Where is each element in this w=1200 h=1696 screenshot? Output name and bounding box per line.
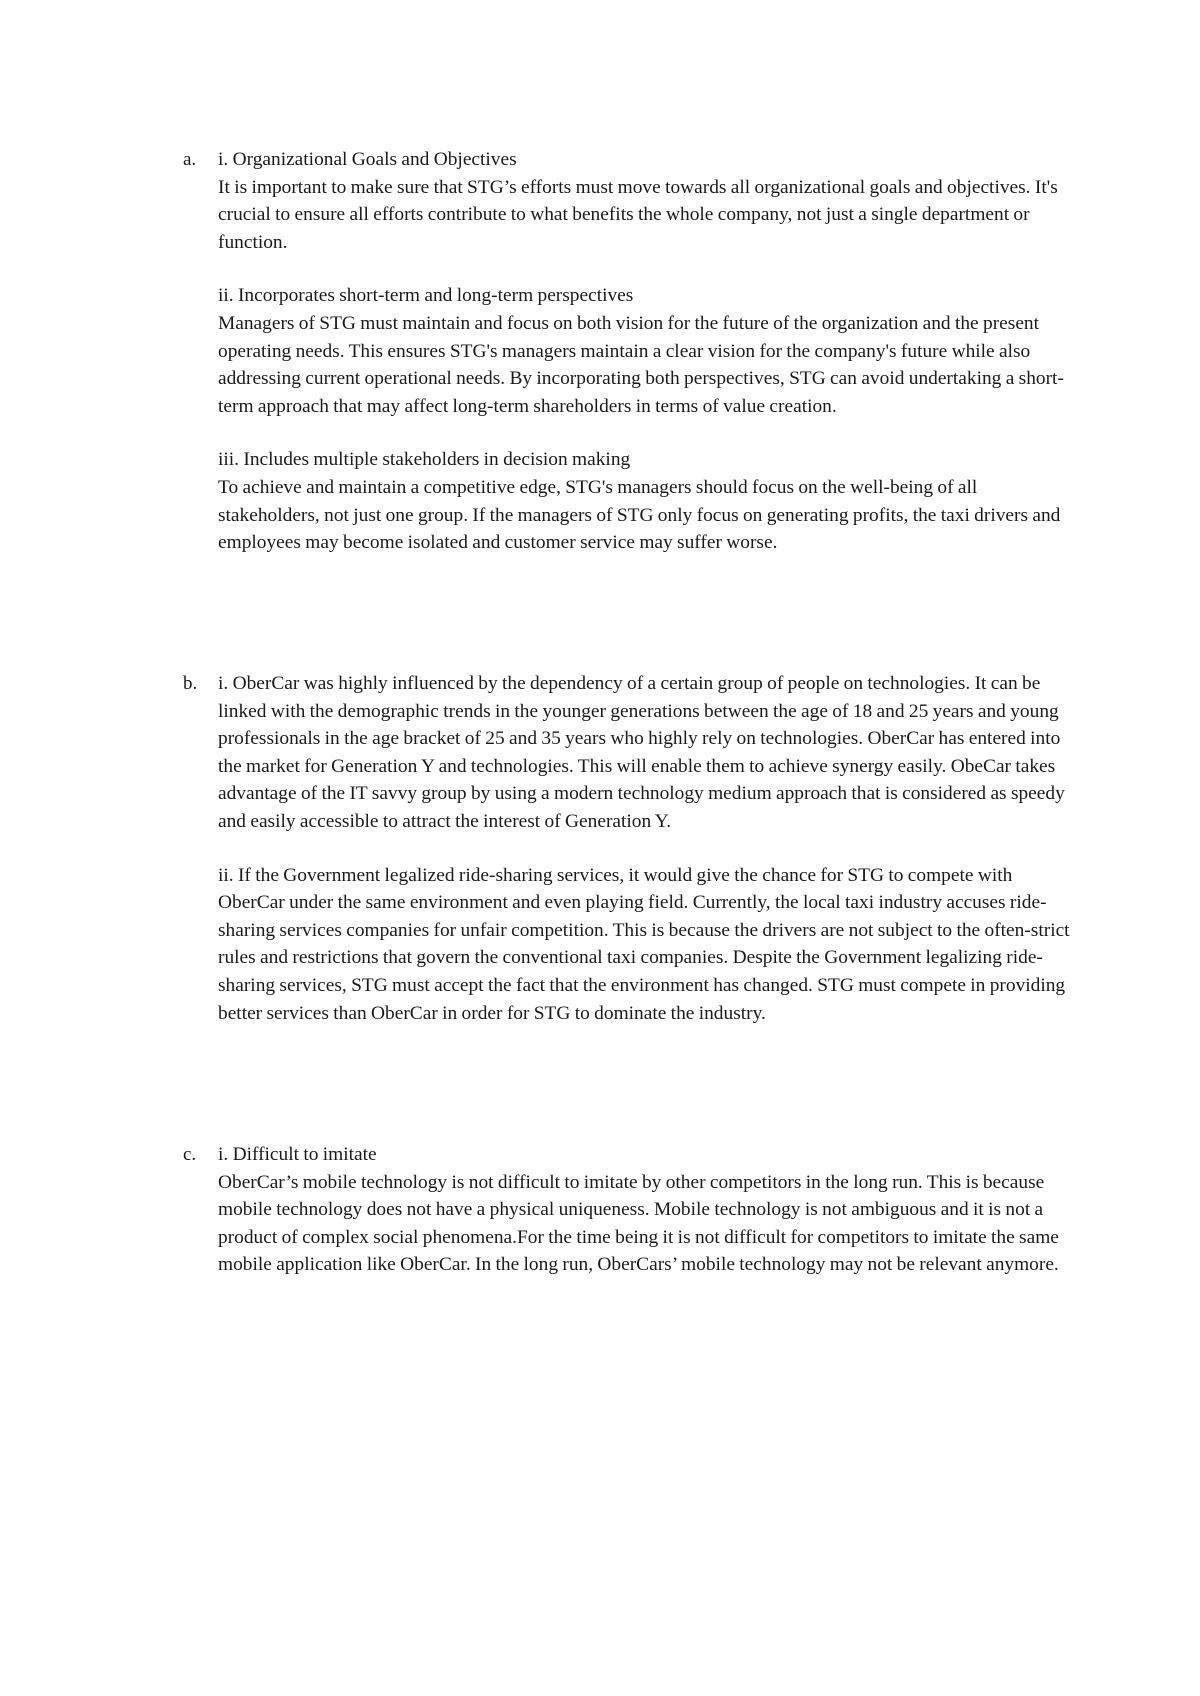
list-item — [218, 862, 1078, 1028]
list-marker: c. — [183, 1144, 197, 1165]
list-item — [218, 670, 1078, 836]
list-item — [218, 1141, 1078, 1279]
section-body — [218, 1141, 1078, 1305]
item-body: i. OberCar was highly influenced by the dependency of a certain group of people on technologies. It can be linked with the demographic trends in the younger generations between the age of 18 and 25 years and young professionals in the age bracket of 25 and 35 years who highly rely on technologies. OberCar has entered into the market for Generation Y and technologies. This will enable them to achieve synergy easily. ObeCar takes advantage of the IT savvy group by using a modern technology medium approach that is considered as speedy and easily accessible to attract the interest of Generation Y. — [218, 673, 1065, 832]
item-body: To achieve and maintain a competitive edge, STG's managers should focus on the well-being of all stakeholders, not just one group. If the managers of STG only focus on generating profits, the taxi drivers and employees may become isolated and customer service may suffer worse. — [218, 476, 1061, 554]
list-marker: b. — [183, 673, 198, 694]
item-heading: iii. Includes multiple stakeholders in decision making — [218, 449, 631, 471]
section-body — [218, 146, 1078, 583]
item-heading: i. Organizational Goals and Objectives — [218, 149, 517, 170]
item-body: OberCar’s mobile technology is not difficult to imitate by other competitors in the long run. This is because mobile technology does not have a physical uniqueness. Mobile technology is not ambiguous and it is not a product of complex social phenomena.For the time being it is not difficult for competitors to imitate the same mobile application like OberCar. In the long run, OberCars’ mobile technology may not be relevant anymore. — [218, 1171, 1059, 1276]
list-item — [218, 282, 1078, 420]
list-marker: a. — [183, 149, 197, 170]
section-body — [218, 670, 1078, 1053]
item-heading: ii. Incorporates short-term and long-term perspectives — [218, 285, 634, 307]
item-body: Managers of STG must maintain and focus on both vision for the future of the organization and the present operating needs. This ensures STG's managers maintain a clear vision for the company's future while also addressing current operational needs. By incorporating both perspectives, STG can avoid undertaking a short-term approach that may affect long-term shareholders in terms of value creation. — [218, 312, 1064, 417]
item-body: It is important to make sure that STG’s efforts must move towards all organizational goals and objectives. It's crucial to ensure all efforts contribute to what benefits the whole company, not just a single department or function. — [218, 176, 1058, 253]
item-body: ii. If the Government legalized ride-sharing services, it would give the chance for STG to compete with OberCar under the same environment and even playing field. Currently, the local taxi industry accuses ride-sharing services companies for unfair competition. This is because the drivers are not subject to the often-strict rules and restrictions that govern the conventional taxi companies. Despite the Government legalizing ride-sharing services, STG must accept the fact that the environment has changed. STG must compete in providing better services than OberCar in order for STG to dominate the industry. — [218, 864, 1070, 1024]
item-heading: i. Difficult to imitate — [218, 1144, 377, 1165]
list-item — [218, 146, 1078, 256]
list-item — [218, 446, 1078, 556]
